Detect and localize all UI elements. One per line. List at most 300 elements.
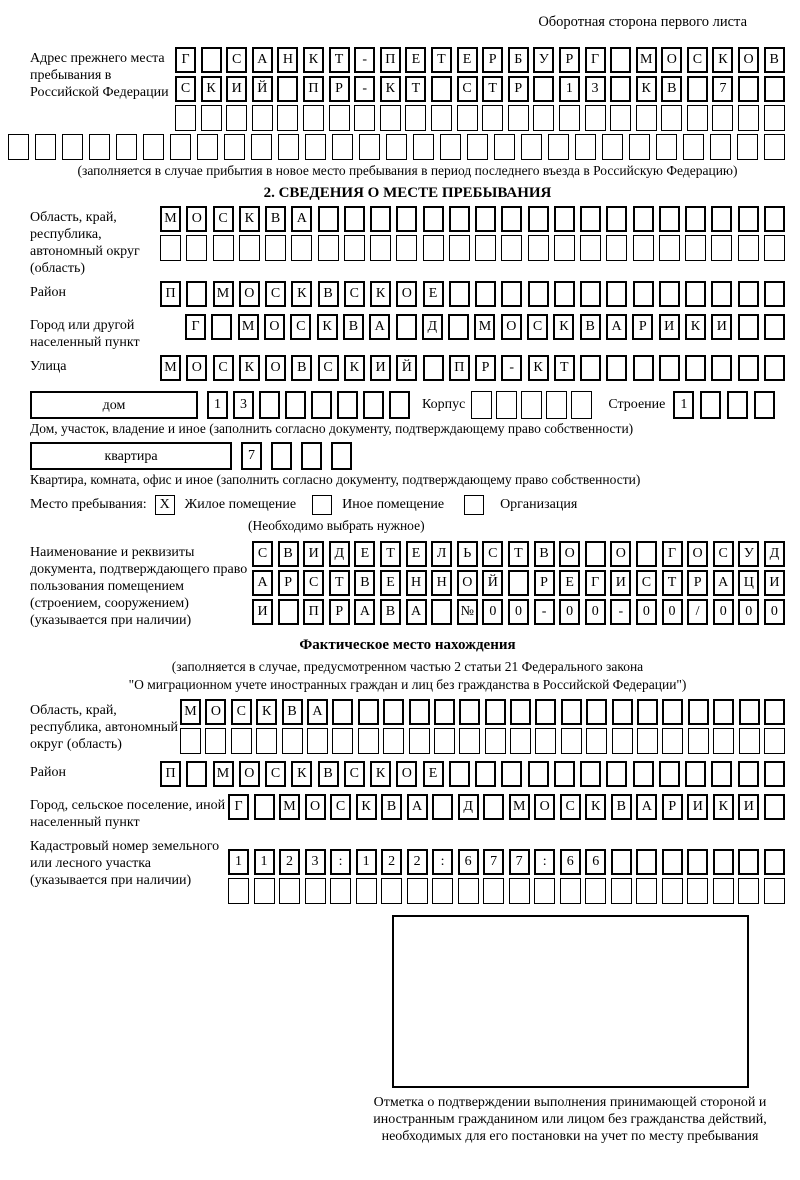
char-cell [633,761,654,787]
char-cell [548,134,569,160]
char-cell: И [370,355,391,381]
stay-type-row [30,495,785,515]
char-cell [738,849,759,875]
char-cell [509,878,530,904]
region-rows [160,206,785,277]
char-cell: 0 [585,599,606,625]
char-cell [278,134,299,160]
char-cell [201,47,222,73]
char-cell [449,761,470,787]
char-cell: О [396,761,417,787]
char-cell [580,761,601,787]
char-cell: 0 [764,599,785,625]
char-cell: С [344,281,365,307]
district-label: Район [30,285,66,300]
char-cell [764,794,785,820]
char-cell: Н [406,570,427,596]
char-cell: Д [329,541,350,567]
char-cell [687,849,708,875]
stamp-area [355,915,785,1145]
char-cell [606,235,627,261]
char-cell: Л [431,541,452,567]
cadastral-row-2 [228,878,785,904]
char-cell [764,105,785,131]
char-cell [307,728,328,754]
apartment-line [30,442,785,470]
actual-district-label: Район [30,765,66,780]
char-cell [633,206,654,232]
char-cell: С [457,76,478,102]
char-cell [318,206,339,232]
char-cell [713,728,734,754]
char-cell: У [738,541,759,567]
char-cell [528,206,549,232]
char-cell: К [370,281,391,307]
char-cell: К [380,76,401,102]
char-cell [358,699,379,725]
char-cell: 0 [482,599,503,625]
char-cell: Н [277,47,298,73]
char-cell: И [687,794,708,820]
char-cell [685,206,706,232]
char-cell [764,355,785,381]
char-cell [738,761,759,787]
char-cell [713,849,734,875]
char-cell [186,235,207,261]
char-cell: П [449,355,470,381]
char-cell: П [303,76,324,102]
char-cell [585,878,606,904]
char-cell: А [369,314,390,340]
char-cell [211,314,232,340]
char-cell: В [282,699,303,725]
char-cell: Б [508,47,529,73]
char-cell: 0 [662,599,683,625]
char-cell: Й [252,76,273,102]
char-cell [738,878,759,904]
char-cell [449,281,470,307]
char-cell [713,699,734,725]
char-cell [685,281,706,307]
char-cell: Д [764,541,785,567]
char-cell [764,281,785,307]
char-cell: О [305,794,326,820]
char-cell: И [711,314,732,340]
char-cell [586,699,607,725]
actual-region-row-1 [180,699,785,725]
char-cell [636,105,657,131]
char-cell [389,391,410,419]
char-cell [434,699,455,725]
char-cell [727,391,748,419]
actual-city-row [228,794,785,820]
char-cell: 7 [241,442,262,470]
char-cell: О [396,281,417,307]
char-cell [344,235,365,261]
char-cell [356,878,377,904]
char-cell: К [239,355,260,381]
char-cell: - [354,47,375,73]
char-cell [633,235,654,261]
char-cell: Г [185,314,206,340]
char-cell: Т [405,76,426,102]
char-cell: Е [457,47,478,73]
char-cell: В [534,541,555,567]
char-cell: С [713,541,734,567]
char-cell: А [636,794,657,820]
char-cell [285,391,306,419]
char-cell [754,391,775,419]
char-cell [186,761,207,787]
char-cell: Т [380,541,401,567]
char-cell [311,391,332,419]
char-cell: Г [585,47,606,73]
char-cell: П [160,281,181,307]
char-cell: 3 [585,76,606,102]
char-cell [687,76,708,102]
char-cell [459,699,480,725]
char-cell [277,105,298,131]
char-cell: А [407,794,428,820]
char-cell [533,105,554,131]
char-cell [764,134,785,160]
char-cell [554,235,575,261]
char-cell: Ц [738,570,759,596]
char-cell: : [534,849,555,875]
char-cell [423,235,444,261]
char-cell [659,235,680,261]
char-cell [228,878,249,904]
right-document-label: Наименование и реквизиты документа, подтверждающего право пользования помещением (строением, сооружением) (указывается при наличии) [30,545,248,628]
char-cell: В [580,314,601,340]
char-cell [738,105,759,131]
stroenie-label: Строение [608,397,666,412]
char-cell: К [636,76,657,102]
char-cell [370,235,391,261]
street-label: Улица [30,359,67,374]
char-cell: Й [482,570,503,596]
char-cell [254,794,275,820]
char-cell [405,105,426,131]
char-cell: А [252,47,273,73]
char-cell: 0 [738,599,759,625]
char-cell: М [213,761,234,787]
char-cell: Р [662,794,683,820]
stay-option-other-premises-checkbox [312,495,332,515]
char-cell [8,134,29,160]
char-cell [201,105,222,131]
char-cell [256,728,277,754]
char-cell: 3 [233,391,254,419]
char-cell [580,281,601,307]
previous-address-rows [175,47,785,134]
char-cell: Е [354,541,375,567]
char-cell [282,728,303,754]
char-cell: К [553,314,574,340]
char-cell [358,728,379,754]
char-cell [612,699,633,725]
char-cell [764,761,785,787]
char-cell [370,206,391,232]
char-cell [383,728,404,754]
char-cell: С [482,541,503,567]
char-cell [764,314,785,340]
char-cell: К [356,794,377,820]
char-cell: О [239,761,260,787]
char-cell [396,206,417,232]
char-cell [585,541,606,567]
char-cell: И [303,541,324,567]
char-cell [535,728,556,754]
char-cell [612,728,633,754]
char-cell: К [291,281,312,307]
char-cell: О [265,355,286,381]
city-row [185,314,785,340]
korpus-label: Корпус [422,397,466,412]
char-cell [440,134,461,160]
stamp-caption: Отметка о подтверждении выполнения принимающей стороной и иностранным гражданином или лицом без гражданства действий, необходимых для его постановки на учет по месту пребывания [373,1095,767,1144]
char-cell [231,728,252,754]
char-cell [458,878,479,904]
char-cell: К [303,47,324,73]
char-cell: С [527,314,548,340]
char-cell [186,281,207,307]
char-cell: К [201,76,222,102]
char-cell: Р [278,570,299,596]
char-cell [278,599,299,625]
char-cell [396,314,417,340]
street-row [160,355,785,381]
char-cell [739,728,760,754]
char-cell: Р [632,314,653,340]
street-field [30,355,785,384]
char-cell: 0 [559,599,580,625]
actual-location-note-1: (заполняется в случае, предусмотренном частью 2 статьи 21 Федерального закона [171,659,644,674]
char-cell [659,281,680,307]
actual-region-label: Область, край, республика, автономный округ (область) [30,703,179,752]
char-cell: К [712,47,733,73]
char-cell [354,105,375,131]
char-cell: С [344,761,365,787]
char-cell [467,134,488,160]
char-cell [359,134,380,160]
char-cell: В [661,76,682,102]
char-cell [585,105,606,131]
char-cell [303,105,324,131]
char-cell [610,105,631,131]
char-cell: М [160,355,181,381]
char-cell: П [160,761,181,787]
char-cell: А [606,314,627,340]
char-cell: Д [422,314,443,340]
char-cell [305,878,326,904]
char-cell [508,105,529,131]
char-cell [413,134,434,160]
char-cell [580,235,601,261]
right-document-row-3 [252,599,785,625]
char-cell [170,134,191,160]
char-cell [662,699,683,725]
char-cell [637,699,658,725]
char-cell: Н [431,570,452,596]
char-cell: 0 [713,599,734,625]
korpus-cells [471,391,592,419]
char-cell: В [764,47,785,73]
char-cell: К [370,761,391,787]
char-cell [521,391,542,419]
char-cell [62,134,83,160]
house-number-cells [207,391,410,419]
actual-city-label: Город, сельское поселение, иной населенный пункт [30,798,226,830]
char-cell [305,134,326,160]
char-cell [554,206,575,232]
char-cell: О [501,314,522,340]
char-cell [561,728,582,754]
char-cell [685,235,706,261]
stroenie-cells [673,391,775,419]
char-cell: К [685,314,706,340]
char-cell: К [317,314,338,340]
char-cell [606,281,627,307]
char-cell: 1 [207,391,228,419]
char-cell [180,728,201,754]
stay-option-organization-checkbox [464,495,484,515]
char-cell [580,355,601,381]
char-cell [637,728,658,754]
actual-region-field [30,699,785,757]
char-cell [409,728,430,754]
char-cell: Е [406,541,427,567]
char-cell: 7 [483,849,504,875]
char-cell [494,134,515,160]
char-cell: 2 [407,849,428,875]
char-cell [610,76,631,102]
char-cell [508,570,529,596]
char-cell: В [278,541,299,567]
char-cell [501,206,522,232]
char-cell [764,728,785,754]
char-cell [535,699,556,725]
char-cell: К [256,699,277,725]
char-cell [764,849,785,875]
cadastral-row-1 [228,849,785,875]
char-cell: 0 [508,599,529,625]
char-cell [265,235,286,261]
char-cell: М [238,314,259,340]
char-cell: 2 [279,849,300,875]
char-cell: Й [396,355,417,381]
char-cell: М [180,699,201,725]
char-cell: Г [585,570,606,596]
char-cell: А [291,206,312,232]
house-box-label: дом [30,391,198,419]
char-cell [633,281,654,307]
char-cell: М [474,314,495,340]
char-cell: Р [475,355,496,381]
char-cell: А [307,699,328,725]
char-cell: Е [423,281,444,307]
char-cell: О [534,794,555,820]
char-cell: Д [458,794,479,820]
char-cell: В [354,570,375,596]
char-cell: - [354,76,375,102]
char-cell: / [687,599,708,625]
char-cell: С [226,47,247,73]
char-cell [713,878,734,904]
char-cell [501,281,522,307]
char-cell [386,134,407,160]
char-cell [571,391,592,419]
char-cell [611,878,632,904]
char-cell [687,105,708,131]
char-cell [710,134,731,160]
char-cell: Е [559,570,580,596]
char-cell [344,206,365,232]
stay-choose-note: (Необходимо выбрать нужное) [248,518,425,533]
char-cell [332,699,353,725]
char-cell: К [239,206,260,232]
char-cell [738,206,759,232]
char-cell: О [457,570,478,596]
char-cell [407,878,428,904]
char-cell [485,699,506,725]
char-cell [738,281,759,307]
char-cell [431,599,452,625]
char-cell [738,355,759,381]
char-cell [251,134,272,160]
char-cell [380,105,401,131]
actual-location-title: Фактическое место нахождения [299,637,516,653]
char-cell [528,235,549,261]
char-cell: Т [508,541,529,567]
stay-option-other-premises-label: Иное помещение [342,497,445,512]
char-cell [449,206,470,232]
char-cell [764,76,785,102]
cadastral-label: Кадастровый номер земельного или лесного участка (указывается при наличии) [30,839,220,888]
char-cell: В [265,206,286,232]
char-cell: С [265,761,286,787]
house-line [30,391,785,419]
char-cell: В [318,281,339,307]
char-cell: О [239,281,260,307]
char-cell [434,728,455,754]
stay-type-label: Место пребывания: [30,497,147,512]
char-cell: М [509,794,530,820]
city-label: Город или другой населенный пункт [30,318,140,350]
char-cell: К [528,355,549,381]
char-cell [764,235,785,261]
char-cell [409,699,430,725]
char-cell [116,134,137,160]
char-cell: В [318,761,339,787]
char-cell [738,235,759,261]
char-cell [329,105,350,131]
char-cell: В [343,314,364,340]
char-cell: В [291,355,312,381]
char-cell [277,76,298,102]
char-cell: Р [329,599,350,625]
char-cell: С [175,76,196,102]
char-cell: К [585,794,606,820]
char-cell [659,355,680,381]
char-cell [606,355,627,381]
char-cell [431,76,452,102]
char-cell: Е [380,570,401,596]
char-cell: Р [687,570,708,596]
char-cell: И [252,599,273,625]
char-cell [475,761,496,787]
char-cell [580,206,601,232]
